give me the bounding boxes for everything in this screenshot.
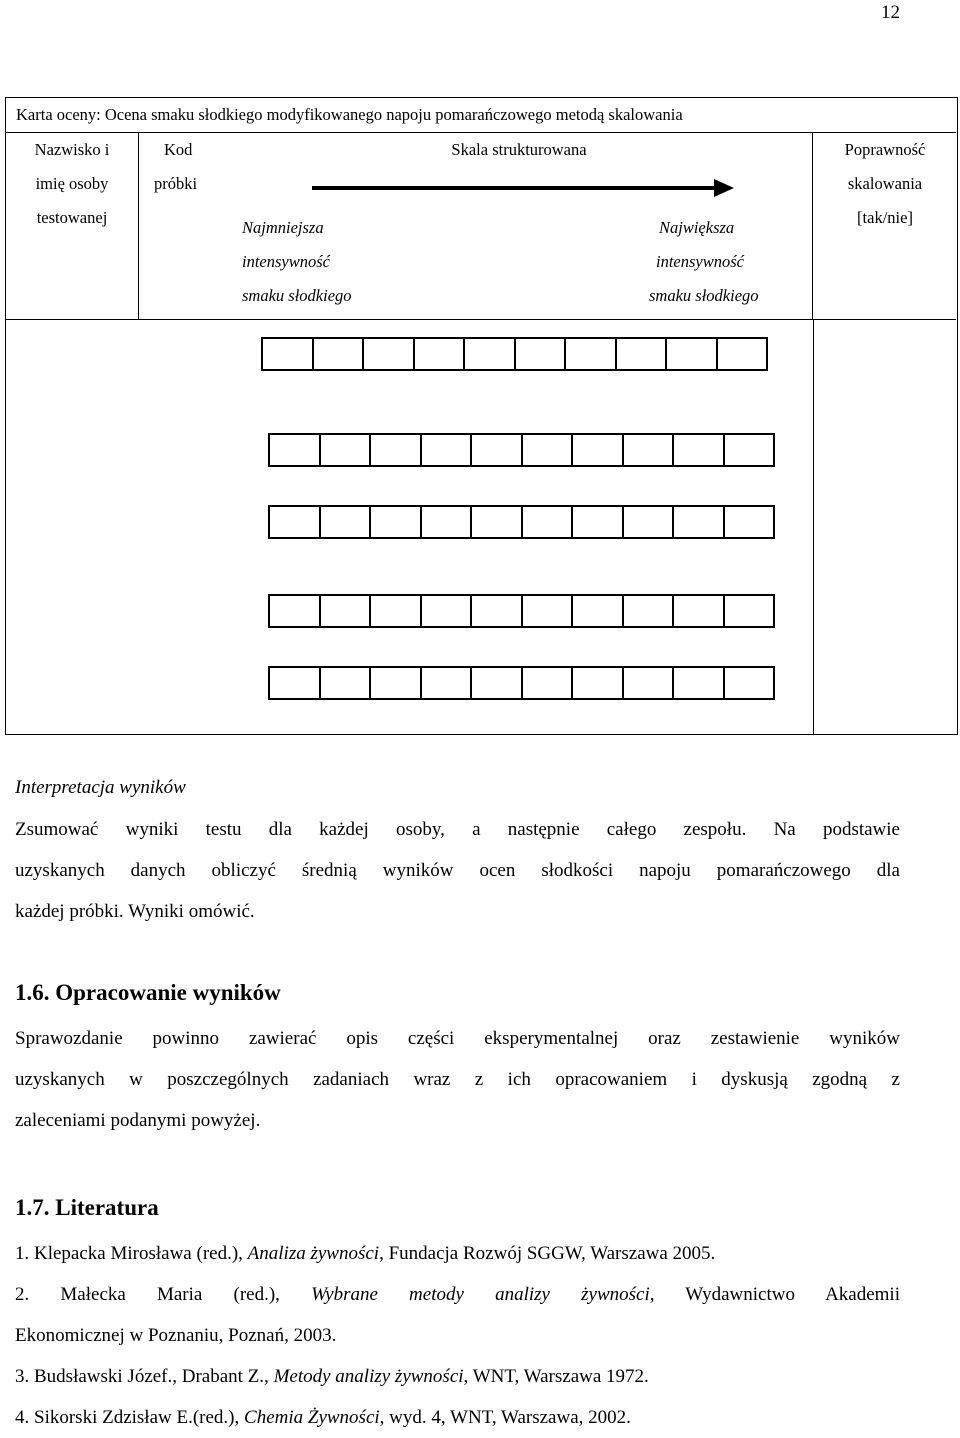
evaluation-card-table [5, 97, 958, 735]
scale-box[interactable] [268, 666, 321, 700]
scale-box[interactable] [420, 505, 473, 539]
ref-publisher: , Fundacja Rozwój SGGW, Warszawa 2005. [379, 1243, 716, 1264]
scale-box[interactable] [420, 666, 473, 700]
scale-box[interactable] [615, 337, 668, 371]
scale-box[interactable] [571, 666, 624, 700]
header-code-line2: próbki [154, 174, 198, 193]
scale-box[interactable] [369, 433, 422, 467]
ref-authors: 1. Klepacka Mirosława (red.), [15, 1243, 248, 1264]
paragraph-line: uzyskanych w poszczególnych zadaniach wraz z ich opracowaniem i dyskusją zgodną z [15, 1069, 900, 1090]
ref-publisher: , wyd. 4, WNT, Warszawa, 2002. [379, 1407, 631, 1428]
scale-box[interactable] [672, 594, 725, 628]
scale-right-line3: smaku słodkiego [649, 286, 759, 305]
scale-box[interactable] [564, 337, 617, 371]
scale-row [261, 337, 766, 371]
scale-box[interactable] [622, 433, 675, 467]
scale-right-line2: intensywność [656, 252, 744, 271]
scale-box[interactable] [369, 505, 422, 539]
scale-box[interactable] [672, 505, 725, 539]
scale-box[interactable] [672, 433, 725, 467]
scale-row [268, 666, 773, 700]
list-item [15, 1233, 900, 1274]
scale-box[interactable] [723, 594, 776, 628]
table-divider [6, 132, 956, 133]
header-correct-line3: [tak/nie] [857, 208, 913, 227]
ref-title: Wybrane metody analizy żywności, [311, 1284, 655, 1305]
scale-box[interactable] [319, 666, 372, 700]
scale-arrow-icon [306, 178, 741, 198]
scale-box[interactable] [261, 337, 314, 371]
scale-box[interactable] [716, 337, 769, 371]
scale-box[interactable] [521, 505, 574, 539]
scale-box[interactable] [362, 337, 415, 371]
scale-box[interactable] [463, 337, 516, 371]
scale-box[interactable] [514, 337, 567, 371]
scale-box[interactable] [268, 433, 321, 467]
scale-box[interactable] [521, 594, 574, 628]
scale-box[interactable] [723, 666, 776, 700]
scale-box[interactable] [470, 433, 523, 467]
ref-title: Chemia Żywności [244, 1407, 380, 1428]
header-correct-line2: skalowania [847, 174, 923, 193]
interpretation-paragraph [15, 809, 900, 932]
scale-box[interactable] [268, 594, 321, 628]
scale-box[interactable] [319, 433, 372, 467]
scale-box[interactable] [723, 433, 776, 467]
ref-publisher: , WNT, Warszawa 1972. [463, 1366, 649, 1387]
scale-row [268, 594, 773, 628]
list-item-continuation: Ekonomicznej w Poznaniu, Poznań, 2003. [15, 1325, 337, 1346]
scale-left-line1: Najmniejsza [242, 218, 324, 237]
scale-box[interactable] [521, 666, 574, 700]
header-correct-line1: Poprawność [844, 140, 926, 159]
scale-box[interactable] [319, 594, 372, 628]
paragraph-line: uzyskanych danych obliczyć średnią wyników ocen słodkości napoju pomarańczowego dla [15, 860, 900, 881]
scale-box[interactable] [672, 666, 725, 700]
header-name-line3: testowanej [36, 208, 108, 227]
scale-box[interactable] [413, 337, 466, 371]
scale-row [268, 433, 773, 467]
scale-box[interactable] [571, 505, 624, 539]
header-code-line1: Kod [164, 140, 193, 159]
scale-box[interactable] [312, 337, 365, 371]
scale-box[interactable] [470, 594, 523, 628]
ref-title: Metody analizy żywności [273, 1366, 464, 1387]
scale-left-line2: intensywność [242, 252, 330, 271]
ref-authors: 3. Budsławski Józef., Drabant Z., [15, 1366, 274, 1387]
scale-box[interactable] [268, 505, 321, 539]
header-scale-title: Skala strukturowana [451, 140, 587, 159]
section-heading-literature: 1.7. Literatura [15, 1195, 159, 1220]
scale-box[interactable] [622, 505, 675, 539]
paragraph-line: każdej próbki. Wyniki omówić. [15, 901, 255, 922]
scale-box[interactable] [723, 505, 776, 539]
header-name-line2: imię osoby [35, 174, 109, 193]
scale-right-line1: Największa [659, 218, 735, 237]
section-heading-results: 1.6. Opracowanie wyników [15, 980, 281, 1005]
list-item [15, 1397, 900, 1438]
scale-left-line3: smaku słodkiego [242, 286, 352, 305]
page-number: 12 [881, 2, 900, 23]
ref-title: Analiza żywności [247, 1243, 380, 1264]
paragraph-line: Sprawozdanie powinno zawierać opis części eksperymentalnej oraz zestawienie wyników [15, 1028, 900, 1049]
scale-box[interactable] [420, 594, 473, 628]
scale-box[interactable] [470, 666, 523, 700]
scale-box[interactable] [369, 666, 422, 700]
scale-box[interactable] [470, 505, 523, 539]
table-divider [138, 132, 139, 319]
literature-list [15, 1233, 900, 1438]
scale-box[interactable] [571, 594, 624, 628]
scale-box[interactable] [319, 505, 372, 539]
interpretation-heading: Interpretacja wyników [15, 777, 186, 798]
scale-box[interactable] [369, 594, 422, 628]
paragraph-line: zaleceniami podanymi powyżej. [15, 1110, 261, 1131]
header-name-line1: Nazwisko i [34, 140, 110, 159]
scale-row [268, 505, 773, 539]
list-item [15, 1356, 900, 1397]
ref-authors: 4. Sikorski Zdzisław E.(red.), [15, 1407, 245, 1428]
list-item [15, 1274, 900, 1315]
paragraph-line: Zsumować wyniki testu dla każdej osoby, a następnie całego zespołu. Na podstawie [15, 819, 900, 840]
results-paragraph [15, 1018, 900, 1141]
ref-publisher: Wydawnictwo Akademii [654, 1284, 900, 1305]
table-divider [812, 132, 813, 319]
scale-box[interactable] [665, 337, 718, 371]
card-title: Karta oceny: Ocena smaku słodkiego modyfikowanego napoju pomarańczowego metodą skalowania [16, 105, 683, 124]
ref-authors: 2. Małecka Maria (red.), [15, 1284, 312, 1305]
scale-box[interactable] [420, 433, 473, 467]
table-divider [813, 319, 814, 734]
scale-box[interactable] [571, 433, 624, 467]
scale-box[interactable] [521, 433, 574, 467]
scale-box[interactable] [622, 666, 675, 700]
scale-box[interactable] [622, 594, 675, 628]
